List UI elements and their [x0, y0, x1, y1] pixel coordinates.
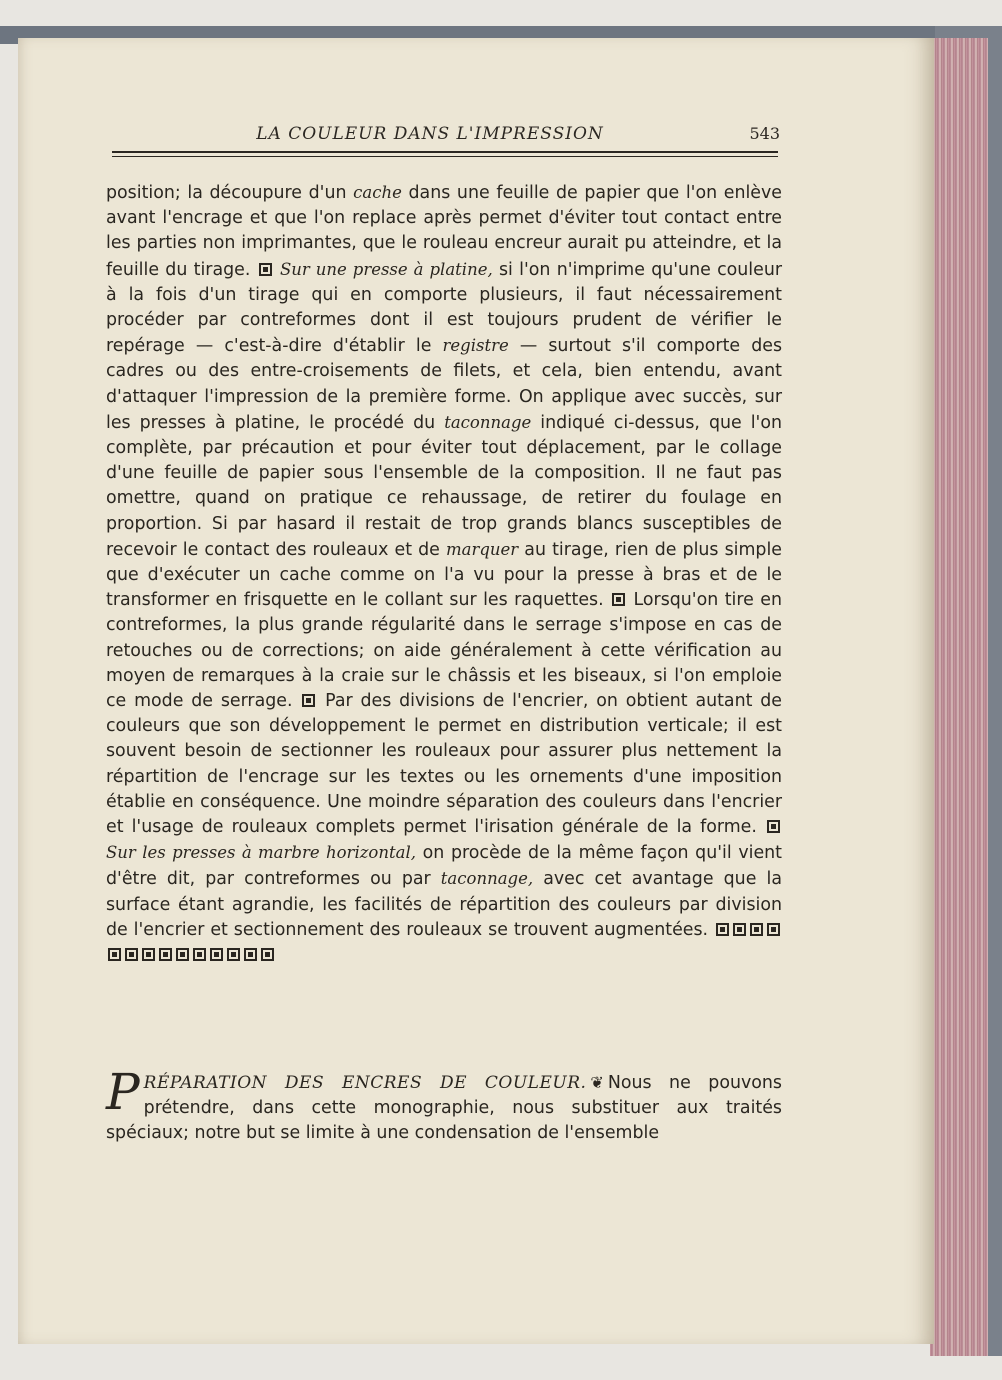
section-text: Nous ne pouvons prétendre, dans cette monographie, nous substituer aux traités spéciaux; notre but se limite à une condensation de l'ensemble: [106, 1073, 782, 1143]
square-ornament-icon: [108, 948, 121, 961]
running-title: LA COULEUR DANS L'IMPRESSION: [256, 124, 604, 144]
square-ornament-icon: [261, 948, 274, 961]
body-text: [106, 180, 782, 968]
page-number: 543: [749, 124, 780, 143]
text-run: indiqué ci-dessus, que l'on complète, par précaution et pour éviter tout déplacement, par le collage d'une feuille de papier sous l'ensemble de la composition. Il ne faut pas omettre, quand on pratique ce rehaussage, de retirer du foulage en proportion. Si par hasard il restait de trop grands blancs susceptibles de recevoir le contact des rouleaux et de: [106, 412, 782, 560]
paragraph: [106, 180, 782, 968]
square-ornament-icon: [244, 948, 257, 961]
drop-cap: P: [106, 1063, 140, 1121]
square-ornament-icon: [767, 820, 780, 833]
italic-term: cache: [353, 183, 402, 202]
square-ornament-icon: [227, 948, 240, 961]
square-ornament-icon: [125, 948, 138, 961]
header-rule-thick: [112, 151, 778, 153]
square-ornament-icon: [733, 923, 746, 936]
text-run: Par des divisions de l'encrier, on obtient autant de couleurs que son développement le permet en distribution verticale; il est souvent besoin de sectionner les rouleaux pour assurer plus nettement la répartition de l'encrage sur les textes ou les ornements d'une imposition établie en conséquence. Une moindre séparation des couleurs dans l'encrier et l'usage de rouleaux complets permet l'irisation générale de la forme.: [106, 691, 783, 838]
text-run: on procède de la même façon qu'il vient d'être dit, par contreformes ou par: [106, 843, 782, 890]
square-ornament-icon: [302, 694, 315, 707]
square-ornament-icon: [259, 263, 272, 276]
italic-term: taconnage,: [440, 869, 534, 889]
square-ornament-icon: [210, 948, 223, 961]
italic-term: marquer: [445, 539, 519, 559]
text-run: position; la découpure d'un: [106, 183, 354, 203]
square-ornament-icon: [193, 948, 206, 961]
italic-term: Sur les presses à marbre horizontal,: [106, 843, 416, 863]
text-run: Lorsqu'on tire en contreformes, la plus grande régularité dans le serrage s'impose en cas de retouches ou de corrections; on aide généralement à cette vérification au moyen de remarques à la craie sur le châssis et les biseaux, si l'on emploie ce mode de serrage.: [106, 590, 782, 712]
square-ornament-icon: [767, 923, 780, 936]
square-ornament-icon: [159, 948, 172, 961]
square-ornament-icon: [176, 948, 189, 961]
text-run: au tirage, rien de plus simple que d'exécuter un cache comme on l'a vu pour la presse à bras et de le transformer en frisquette en le collant sur les raquettes.: [106, 539, 783, 611]
italic-term: taconnage: [444, 412, 532, 432]
italic-term: Sur une presse à platine,: [279, 259, 493, 279]
square-ornament-icon: [716, 923, 729, 936]
section-start: [106, 1063, 782, 1146]
section-title: RÉPARATION DES ENCRES DE COULEUR.: [143, 1073, 587, 1093]
text-run: avec cet avantage que la surface étant agrandie, les facilités de répartition des couleurs par division de l'encrier et sectionnement des rouleaux se trouvent augmentées.: [106, 869, 782, 940]
square-ornament-icon: [142, 948, 155, 961]
square-ornament-icon: [750, 923, 763, 936]
leaf-ornament-icon: ❦: [590, 1073, 604, 1092]
page-header: [110, 122, 780, 148]
square-ornament-icon: [612, 593, 625, 606]
page-edges: [930, 38, 988, 1356]
text-run: — surtout s'il comporte des cadres ou des entre-croisements de filets, et cela, bien entendu, avant d'attaquer l'impression de la première forme. On applique avec succès, sur les presses à platine, le procédé du: [106, 336, 783, 433]
text-run: si l'on n'imprime qu'une couleur à la fois d'un tirage qui en comporte plusieurs, il faut nécessairement procéder par contreformes dont il est toujours prudent de vérifier le repérage — c'est-à-dire d'établir le: [106, 259, 782, 357]
header-rule-thin: [112, 156, 778, 157]
section-paragraph: [106, 1063, 782, 1146]
italic-term: registre: [442, 336, 509, 356]
text-run: dans une feuille de papier que l'on enlève avant l'encrage et que l'on replace après permet d'éviter tout contact entre les parties non imprimantes, que le rouleau encreur aurait pu atteindre, et la feuille du tirage.: [106, 183, 782, 280]
